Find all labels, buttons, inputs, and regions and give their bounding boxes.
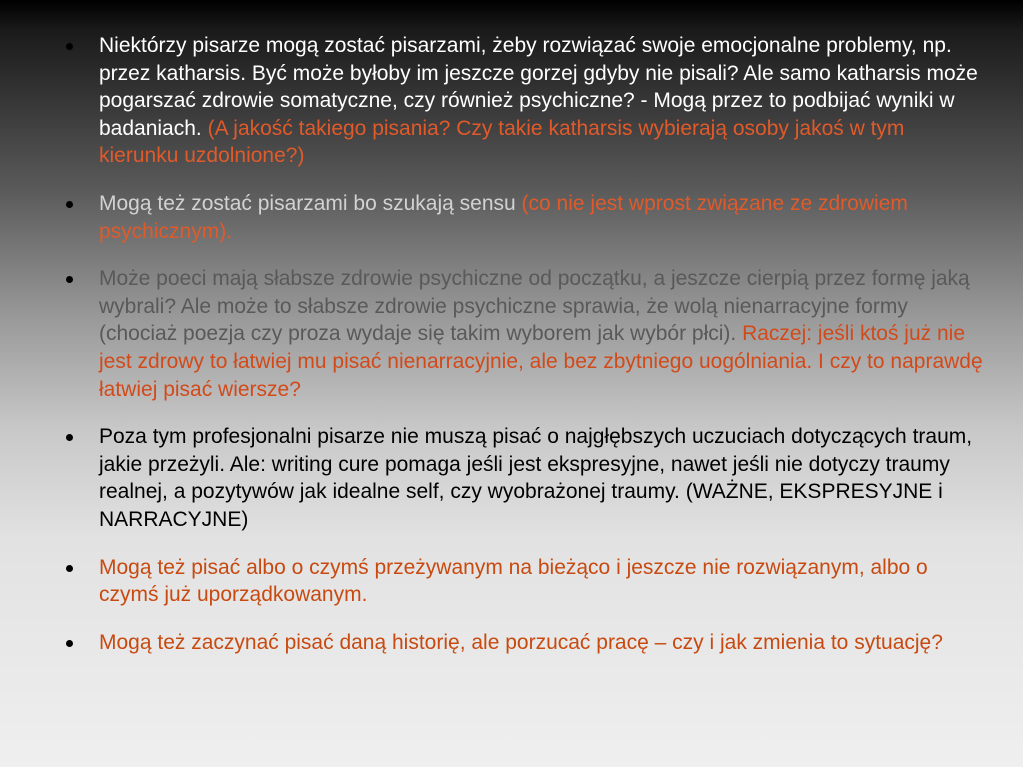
bullet-3-text: Może poeci mają słabsze zdrowie psychiczne od początku, a jeszcze cierpią przez formę jaką wybrali? Ale może to słabsze zdrowie psychiczne sprawia, że wolą nienarracyjne formy (chociaż poezja czy proza wydaje się takim wyborem jak wybór płci). [99,267,970,346]
bullet-6-text: Mogą też zaczynać pisać daną historię, ale porzucać pracę – czy i jak zmienia to sytuację? [99,630,943,654]
bullet-item-6 [60,629,985,657]
bullet-4-text: Poza tym profesjonalni pisarze nie muszą pisać o najgłębszych uczuciach dotyczących traum, jakie przeżyli. Ale: writing cure pomaga jeśli jest ekspresyjne, nawet jeśli nie dotyczy traumy realnej, a pozytywów jak idealne self, czy wyobrażonej traumy. (WAŻNE, EKSPRESYJNE i NARRACYJNE) [99,425,973,531]
bullet-item-3 [60,265,985,403]
bullet-2-text: Mogą też zostać pisarzami bo szukają sensu [99,191,516,215]
bullet-dot-icon [66,276,73,283]
bullet-1-note: (A jakość takiego pisania? Czy takie katharsis wybierają osoby jakoś w tym kierunku uzdolnione?) [99,116,905,168]
bullet-item-2 [60,190,985,245]
bullet-3-note: Raczej: jeśli ktoś już nie jest zdrowy to łatwiej mu pisać nienarracyjnie, ale bez zbytniego uogólniania. I czy to naprawdę łatwiej pisać wiersze? [99,322,983,401]
bullet-item-4 [60,423,985,533]
bullet-5-text: Mogą też pisać albo o czymś przeżywanym na bieżąco i jeszcze nie rozwiązanym, albo o czymś już uporządkowanym. [99,555,928,607]
bullet-item-5 [60,554,985,609]
bullet-dot-icon [66,640,73,647]
bullet-list [60,32,985,656]
bullet-dot-icon [66,434,73,441]
bullet-dot-icon [66,43,73,50]
bullet-2-note: (co nie jest wprost związane ze zdrowiem psychicznym). [99,191,908,243]
bullet-dot-icon [66,565,73,572]
bullet-item-1 [60,32,985,170]
bullet-1-text: Niektórzy pisarze mogą zostać pisarzami, żeby rozwiązać swoje emocjonalne problemy, np. przez katharsis. Być może byłoby im jeszcze gorzej gdyby nie pisali? Ale samo katharsis może pogarszać zdrowie somatyczne, czy również psychiczne? - Mogą przez to podbijać wyniki w badaniach. [99,34,978,140]
bullet-dot-icon [66,201,73,208]
